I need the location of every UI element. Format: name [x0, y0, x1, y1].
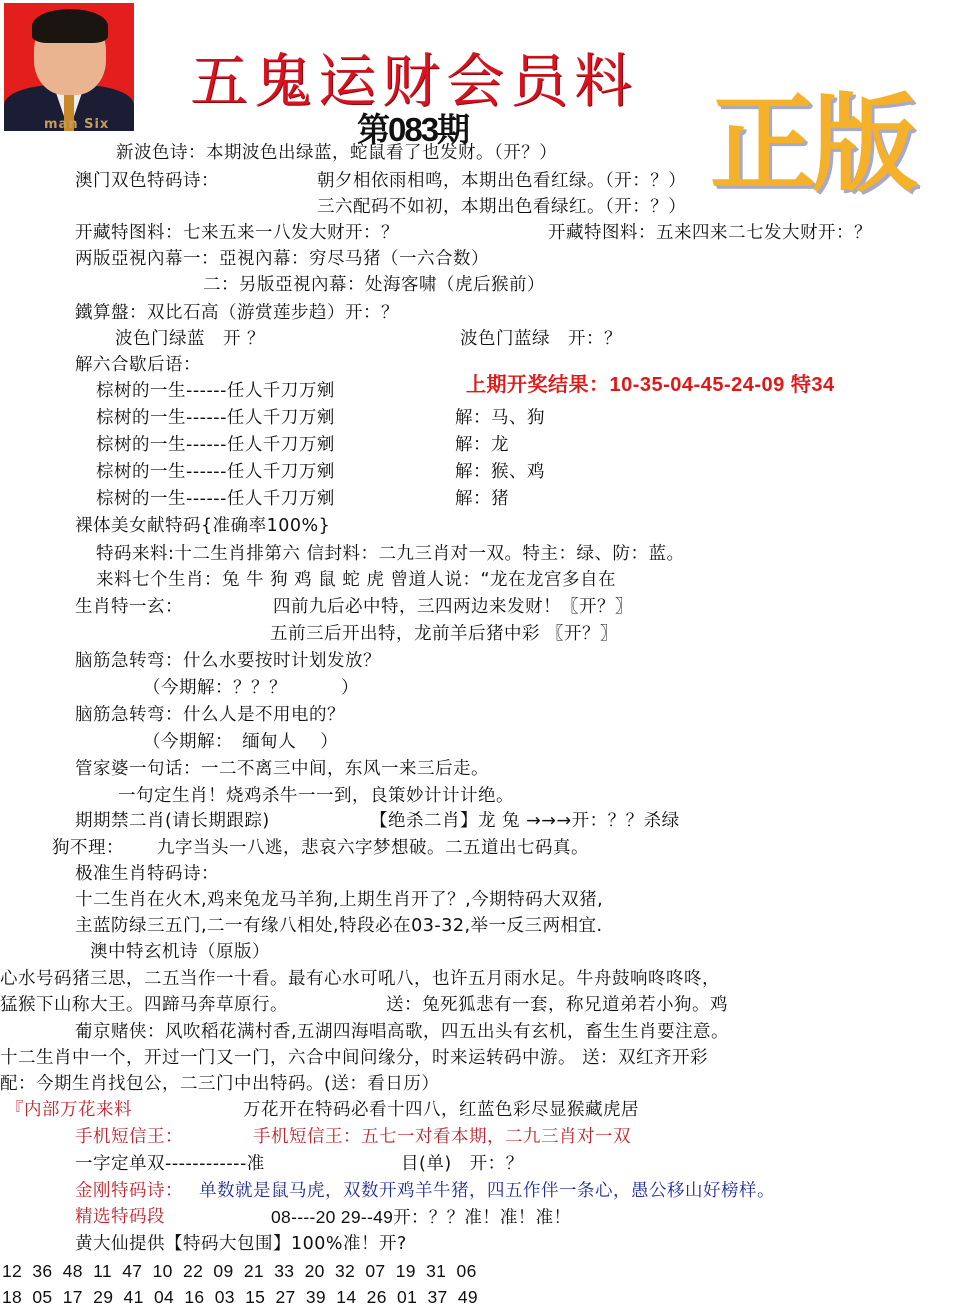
- wong-tai-sin-header: 黄大仙提供【特码大包围】100%准！开?: [75, 1234, 407, 1254]
- portrait-photo: [4, 3, 134, 131]
- riddle-answer: 解：猴、鸡: [455, 462, 545, 482]
- hidden-chart-left: 开藏特图料：七来五来一八发大财开：？: [75, 223, 399, 243]
- lisboa-gambler: 葡京赌侠：风吹稻花满村香,五湖四海唱高歌，四五出头有玄机，畜生生肖要注意。: [75, 1022, 730, 1042]
- seven-zodiacs: 来料七个生肖：兔 牛 狗 鸡 鼠 蛇 虎 曾道人说：“龙在龙宫多自在: [96, 570, 617, 590]
- one-line-zodiac: 一句定生肖！烧鸡杀牛一一到，良策妙计计计绝。: [118, 786, 514, 806]
- macau-mystery-line2a: 猛猴下山称大王。四蹄马奔草原行。: [0, 995, 288, 1015]
- riddle-answer: 解：猪: [455, 489, 509, 509]
- zodiac-mystery-label: 生肖特一玄：: [75, 597, 183, 617]
- riddle-answer: 解：马、狗: [455, 408, 545, 428]
- selected-range-value: 08----20 29--49开：？？准！准！准！: [271, 1207, 572, 1227]
- brain-teaser-2-answer: （今期解： 缅甸人 ）: [143, 732, 339, 752]
- hidden-chart-right: 开藏特图料：五来四来二七发大财开：？: [548, 223, 872, 243]
- odd-even-value: 目(单) 开：？: [401, 1154, 524, 1174]
- selected-range-label: 精选特码段: [75, 1207, 165, 1227]
- brain-teaser-1-answer: （今期解：？？？ ）: [143, 678, 359, 698]
- sms-king-label: 手机短信王：: [75, 1127, 183, 1147]
- macau-mystery-line2b: 送：兔死狐悲有一套，称兄道弟若小狗。鸡: [386, 995, 728, 1015]
- zodiac-verse: 十二生肖中一个，开过一门又一门，六合中间问缘分，时来运转码中游。 送：双红齐开彩: [0, 1048, 709, 1068]
- authentic-badge: 正版: [710, 60, 914, 212]
- zodiac-poem-line1: 十二生肖在火木,鸡来兔龙马羊狗,上期生肖开了？,今期特码大双猪,: [75, 890, 604, 910]
- sms-king-text: 手机短信王：五七一对看本期，二九三肖对一双: [253, 1127, 631, 1147]
- riddle-question: 棕树的一生------任人千刀万剜: [96, 462, 335, 482]
- page-title: 五鬼运财会员料: [190, 47, 639, 115]
- odd-even-label: 一字定单双------------准: [75, 1154, 265, 1174]
- wave-color-poem: 新波色诗：本期波色出绿蓝，蛇鼠看了也发财。（开？）: [116, 143, 558, 163]
- gou-bu-li-label: 狗不理：: [52, 838, 124, 858]
- photo-hair: [32, 9, 108, 43]
- riddle-question: 棕树的一生------任人千刀万剜: [96, 489, 335, 509]
- diamond-poem-label: 金刚特码诗：: [75, 1181, 183, 1201]
- atv-inside-1: 两版亞視內幕一：亞視內幕：穷尽马猪（一六合数）: [75, 249, 489, 269]
- special-code-header: 裸体美女献特码{准确率100%}: [75, 516, 331, 536]
- special-code-source: 特码来料:十二生肖排第六 信封料：二九三肖对一双。特主：绿、防：蓝。: [96, 544, 685, 564]
- macau-poem-line1: 朝夕相依雨相鸣，本期出色看红绿。（开：？）: [317, 171, 687, 191]
- macau-mystery-header: 澳中特玄机诗（原版）: [90, 942, 270, 962]
- zodiac-verse-cont: 配：今期生肖找包公，二三门中出特码。(送：看日历）: [0, 1074, 440, 1094]
- photo-watermark: man Six: [44, 117, 110, 131]
- numbers-row-1: 12 36 48 11 47 10 22 09 21 33 20 32 07 19 31 06: [2, 1261, 477, 1281]
- macau-poem-label: 澳门双色特码诗：: [75, 171, 219, 191]
- wave-door-left: 波色门绿蓝 开 ？: [115, 329, 266, 349]
- riddle-question: 棕树的一生------任人千刀万剜: [96, 408, 335, 428]
- riddle-question: 棕树的一生------任人千刀万剜: [96, 381, 335, 401]
- zodiac-mystery-line1: 四前九后必中特，三四两边来发财！〖开？〗: [273, 597, 633, 617]
- riddle-answer: 解：龙: [455, 435, 509, 455]
- atv-inside-2: 二：另版亞視內幕：处海客啸（虎后猴前）: [203, 275, 545, 295]
- forbidden-zodiacs-label: 期期禁二肖(请长期跟踪): [75, 811, 270, 831]
- zodiac-mystery-line2: 五前三后开出特，龙前羊后猪中彩 〖开？〗: [270, 624, 619, 644]
- riddle-header: 解六合歇后语：: [75, 355, 201, 375]
- last-draw-result: 上期开奖结果：10-35-04-45-24-09 特34: [466, 374, 835, 396]
- internal-flowers-label: 『内部万花来料: [6, 1100, 132, 1120]
- diamond-poem-text: 单数就是鼠马虎，双数开鸡羊牛猪，四五作伴一条心，愚公移山好榜样。: [199, 1181, 775, 1201]
- numbers-row-2: 18 05 17 29 41 04 16 03 15 27 39 14 26 01 37 49: [2, 1287, 478, 1307]
- wave-door-right: 波色门蓝绿 开：？: [460, 329, 622, 349]
- iron-abacus: 鐵算盤：双比石高（游赏莲步趋）开：？: [75, 303, 399, 323]
- brain-teaser-1: 脑筋急转弯：什么水要按时计划发放？: [75, 651, 381, 671]
- gou-bu-li-text: 九字当头一八逃，悲哀六字梦想破。二五道出七码真。: [157, 838, 589, 858]
- zodiac-poem-header: 极准生肖特码诗：: [75, 864, 219, 884]
- zodiac-poem-line2: 主蓝防绿三五门,二一有缘八相处,特段必在03-32,举一反三两相宜.: [75, 916, 603, 936]
- riddle-question: 棕树的一生------任人千刀万剜: [96, 435, 335, 455]
- housekeeper-quote: 管家婆一句话：一二不离三中间，东风一来三后走。: [75, 759, 489, 779]
- issue-number: 第083期: [357, 111, 469, 148]
- forbidden-zodiacs: 【绝杀二肖】龙 兔 →→→开：？？杀绿: [370, 811, 680, 831]
- macau-poem-line2: 三六配码不如初，本期出色看绿红。（开：？）: [317, 197, 687, 217]
- internal-flowers-text: 万花开在特码必看十四八，红蓝色彩尽显猴藏虎居: [243, 1100, 639, 1120]
- macau-mystery-line1: 心水号码猪三思，二五当作一十看。最有心水可吼八，也许五月雨水足。牛舟鼓响咚咚咚，: [0, 969, 720, 989]
- brain-teaser-2: 脑筋急转弯：什么人是不用电的？: [75, 705, 345, 725]
